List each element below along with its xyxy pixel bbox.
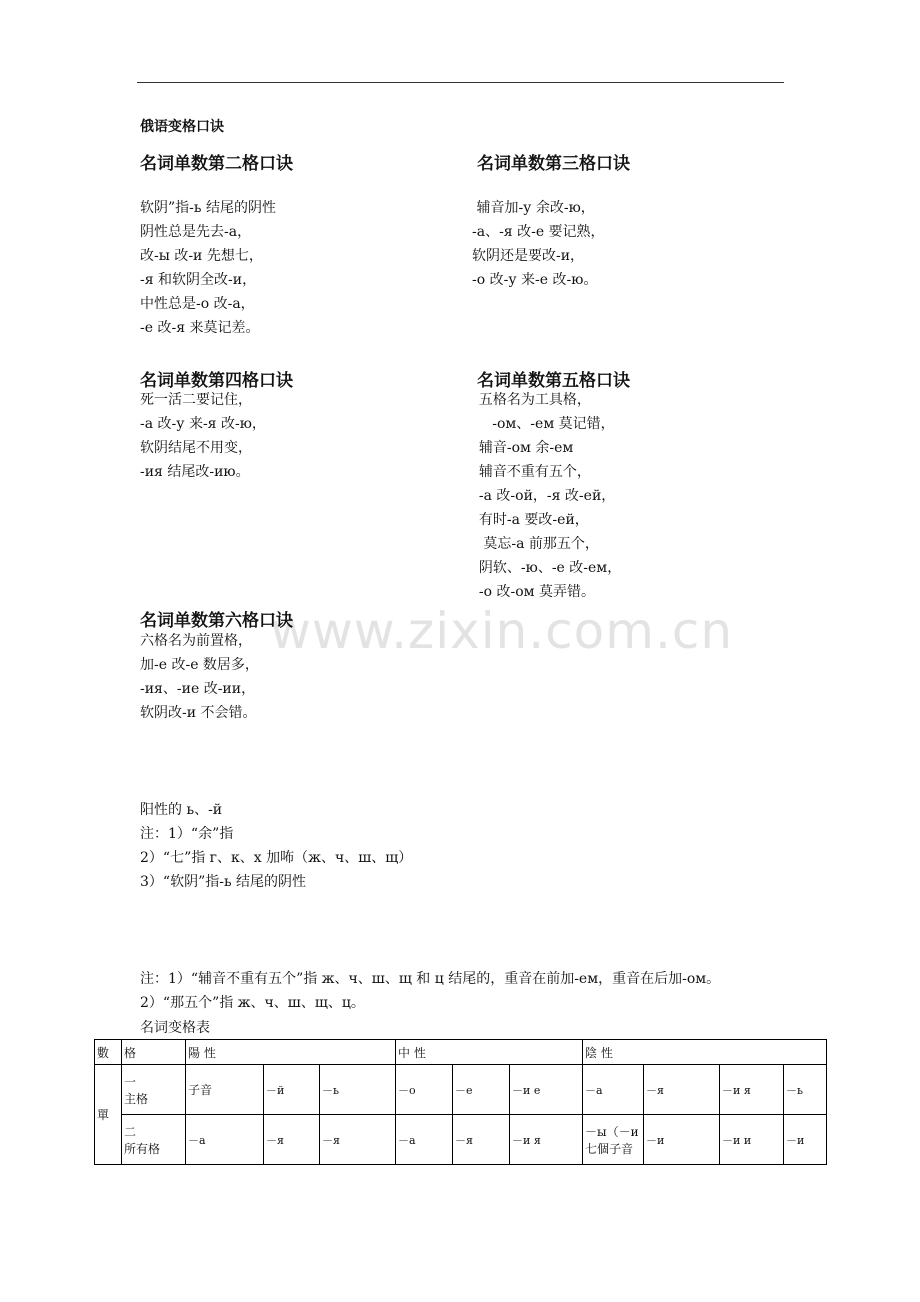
verse-line: 阴软、-ю、-е 改-ем， (470, 560, 622, 576)
verse-sixth-case (140, 629, 259, 725)
verse-line: -о 改-у 来-е 改-ю。 (472, 272, 598, 288)
table-cell: －ь (784, 1065, 827, 1115)
verse-line: -я 和软阴全改-и， (140, 272, 257, 288)
table-cell: －о (396, 1065, 453, 1115)
verse-line: 死一活二要记住， (140, 392, 252, 408)
table-row (95, 1065, 827, 1115)
header-neuter: 中 性 (396, 1040, 583, 1065)
note-line: 注：1）“余”指 (140, 826, 234, 842)
verse-line: -ом、-ем 莫记错， (470, 416, 615, 432)
verse-line: 改-ы 改-и 先想七， (140, 248, 263, 264)
table-cell: －и я (510, 1115, 583, 1165)
note-line: 阳性的 ь、-й (140, 802, 223, 818)
header-case: 格 (122, 1040, 186, 1065)
verse-fourth-case (140, 388, 266, 484)
declension-table (94, 1039, 827, 1165)
verse-line: 中性总是-о 改-а， (140, 296, 255, 312)
table-row (95, 1115, 827, 1165)
verse-line: 软阴还是要改-и， (472, 248, 585, 264)
table-cell: －я (264, 1115, 320, 1165)
verse-line: 六格名为前置格， (140, 633, 252, 649)
verse-line: 辅音加-у 余改-ю， (472, 200, 595, 216)
table-cell: －а (583, 1065, 644, 1115)
verse-line: 辅音-ом 余-ем (470, 440, 574, 456)
verse-line: -о 改-ом 莫弄错。 (470, 584, 596, 600)
header-feminine: 陰 性 (583, 1040, 827, 1065)
case-label (122, 1115, 186, 1165)
table-caption: 名词变格表 (140, 1020, 210, 1036)
case-name: 所有格 (124, 1141, 161, 1156)
table-cell: －и и (720, 1115, 784, 1165)
table-cell: 子音 (186, 1065, 264, 1115)
verse-line: 软阴”指-ь 结尾的阴性 (140, 200, 276, 216)
verse-line: -а 改-у 来-я 改-ю， (140, 416, 266, 432)
header-masculine: 陽 性 (186, 1040, 396, 1065)
table-cell: －й (264, 1065, 320, 1115)
verse-line: -ия、-ие 改-ии， (140, 681, 256, 697)
table-cell: －я (453, 1115, 510, 1165)
heading-third-case: 名词单数第三格口诀 (477, 154, 630, 174)
note-line: 2）“那五个”指 ж、ч、ш、щ、ц。 (140, 995, 365, 1011)
number-singular: 單 (95, 1065, 122, 1165)
watermark: www.zixin.com.cn (270, 602, 734, 660)
heading-second-case: 名词单数第二格口诀 (140, 154, 293, 174)
verse-line: 莫忘-а 前那五个， (470, 536, 599, 552)
header-number: 數 (95, 1040, 122, 1065)
note-line: 2）“七”指 г、к、х 加咘（ж、ч、ш、щ） (140, 850, 413, 866)
case-label (122, 1065, 186, 1115)
table-cell: －и е (510, 1065, 583, 1115)
table-cell: －и (784, 1115, 827, 1165)
table-cell: －я (644, 1065, 720, 1115)
table-cell: －а (186, 1115, 264, 1165)
heading-fourth-case: 名词单数第四格口诀 (140, 371, 293, 391)
case-name: 主格 (124, 1091, 149, 1106)
verse-line: 五格名为工具格， (470, 392, 591, 408)
verse-second-case (140, 196, 276, 340)
table-cell: －ь (320, 1065, 396, 1115)
case-number: 二 (124, 1124, 137, 1139)
note-line: 注：1）“辅音不重有五个”指 ж、ч、ш、щ 和 ц 结尾的，重音在前加-ем，重音在后加-ом。 (140, 971, 721, 987)
table-cell: －е (453, 1065, 510, 1115)
verse-line: 有时-а 要改-ей， (470, 512, 589, 528)
verse-line: -а 改-ой，-я 改-ей， (470, 488, 616, 504)
top-rule (137, 82, 784, 83)
case-number: 一 (124, 1074, 137, 1089)
heading-sixth-case: 名词单数第六格口诀 (140, 611, 293, 631)
verse-fifth-case (470, 388, 621, 604)
notes-block-b (140, 967, 720, 1015)
verse-line: 辅音不重有五个， (470, 464, 591, 480)
table-cell: －и я (720, 1065, 784, 1115)
table-cell: －и (644, 1115, 720, 1165)
notes-block-a (140, 798, 412, 894)
verse-line: 阴性总是先去-а， (140, 224, 252, 240)
note-line: 3）“软阴”指-ь 结尾的阴性 (140, 874, 307, 890)
table-cell: －я (320, 1115, 396, 1165)
heading-fifth-case: 名词单数第五格口诀 (477, 371, 630, 391)
table-cell: －ы（－и 七個子音 (583, 1115, 644, 1165)
document-title: 俄语变格口诀 (140, 119, 224, 135)
verse-line: 加-е 改-е 数居多， (140, 657, 259, 673)
verse-line: -а、-я 改-е 要记熟， (472, 224, 605, 240)
verse-line: 软阴结尾不用变， (140, 440, 252, 456)
table-cell: －а (396, 1115, 453, 1165)
verse-line: -ия 结尾改-ию。 (140, 464, 250, 480)
verse-line: -е 改-я 来莫记差。 (140, 320, 260, 336)
table-header-row (95, 1040, 827, 1065)
verse-line: 软阴改-и 不会错。 (140, 705, 257, 721)
verse-third-case (472, 196, 605, 292)
